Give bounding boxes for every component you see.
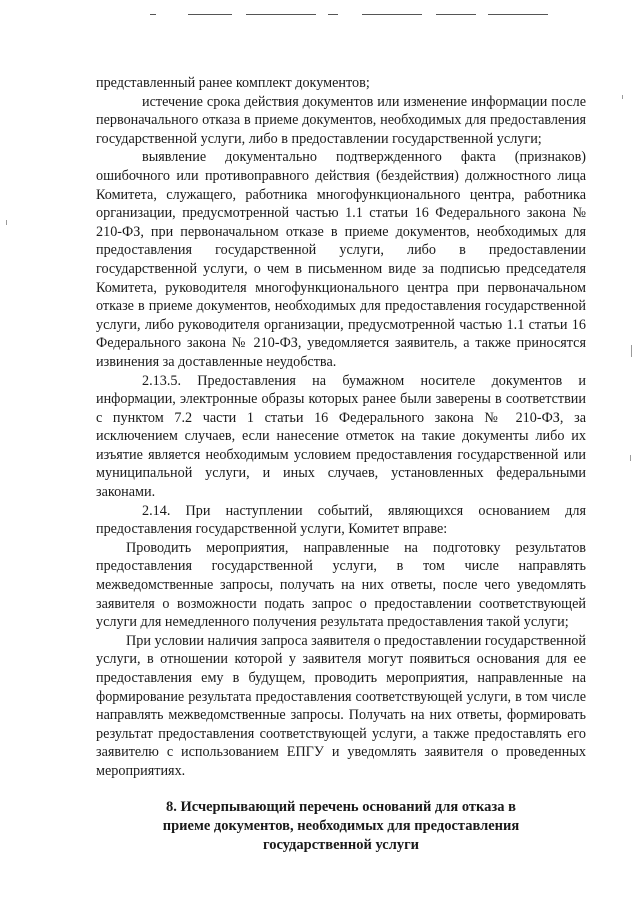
paragraph-continuation: представленный ранее комплект документов; [96, 75, 370, 91]
scan-edge-speck [631, 345, 632, 357]
scan-edge-speck [6, 220, 7, 225]
scan-edge-speck [622, 95, 623, 99]
paragraph-2-14: 2.14. При наступлении событий, являющихся основанием для предоставления государственной услуги, Комитет вправе: [96, 502, 586, 538]
paragraph-error-detection: выявление документально подтвержденного факта (признаков) ошибочного или противоправного действия (бездействия) должностного лица Комитета, служащего, работника многофункционального центра, работника организации, предусмотренной частью 1.1 статьи 16 Федерального закона № 210-ФЗ, при первоначальном отказе в приеме документов, необходимых для предоставления государственной услуги, либо в предоставлении государственной услуги, о чем в письменном виде за подписью председателя Комитета, руководителя многофункционального центра при первоначальном отказе в приеме документов, необходимых для предоставления государственной услуги, либо руководителя организации, предусмотренной частью 1.1 статьи 16 Федерального закона № 210-ФЗ, уведомляется заявитель, а также приносятся извинения за доставленные неудобства. [96, 149, 586, 370]
section-heading: 8. Исчерпывающий перечень оснований для отказа в приеме документов, необходимых для предоставления государственной услуги [162, 798, 520, 853]
scan-edge-speck [630, 455, 631, 461]
paragraph-2-13-5: 2.13.5. Предоставления на бумажном носителе документов и информации, электронные образы которых ранее были заверены в соответствии с пунктом 7.2 части 1 статьи 16 Федерального закона № 210-ФЗ, за исключением случаев, если нанесение отметок на такие документы либо их изъятие является необходимым условием предоставления государственной или муниципальной услуги, и иных случаев, установленных федеральными законами. [96, 372, 586, 501]
paragraph-expiry: истечение срока действия документов или изменение информации после первоначального отказа в приеме документов, необходимых для предоставления государственной услуги, либо в предоставлении государственной услуги; [96, 93, 586, 147]
scan-artifact-marks [150, 14, 550, 18]
paragraph-proactive-measures: Проводить мероприятия, направленные на подготовку результатов предоставления государственной услуги, в том числе направлять межведомственные запросы, получать на них ответы, после чего уведомлять заявителя о возможности подать запрос о предоставлении соответствующей услуги для немедленного получения результата предоставления такой услуги; [96, 539, 586, 631]
paragraph-future-service: При условии наличия запроса заявителя о предоставлении государственной услуги, в отношении которой у заявителя могут появиться основания для ее предоставления ему в будущем, проводить мероприятия, направленные на формирование результата предоставления соответствующей услуги, в том числе направлять межведомственные запросы. Получать на них ответы, формировать результат предоставления соответствующей услуги, а также предоставлять его заявителю с использованием ЕПГУ и уведомлять заявителя о проведенных мероприятиях. [96, 632, 586, 779]
document-page [96, 74, 586, 855]
